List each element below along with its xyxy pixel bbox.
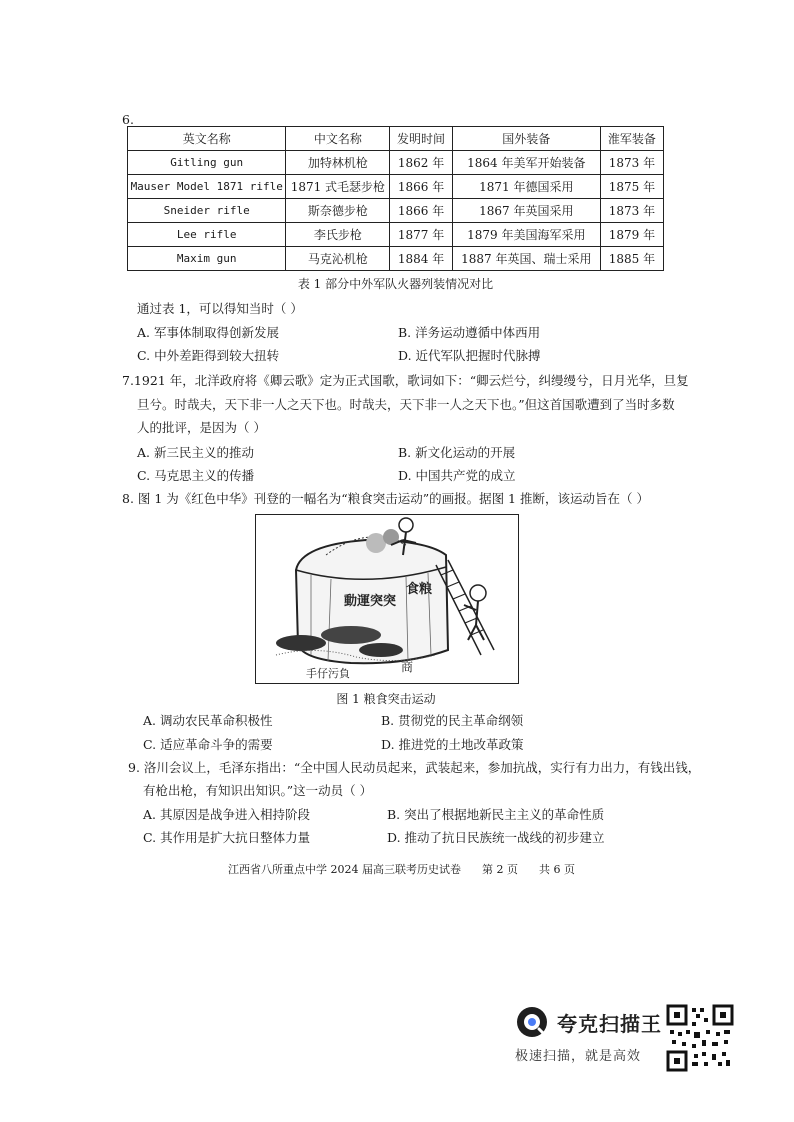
question-6-stem: 通过表 1，可以得知当时（ ） [137,301,303,316]
watermark-brand-row [515,1005,662,1039]
table-row [128,247,664,271]
q6-option-a: A. 军事体制取得创新发展 [137,325,279,340]
table-header: 中文名称 [286,127,390,151]
table-cell: 马克沁机枪 [286,247,390,271]
question-9-line-2: 有枪出枪，有知识出知识。”这一动员（ ） [143,783,373,798]
q6-option-d: D. 近代军队把握时代脉搏 [398,348,541,363]
sack-slogan-text: 動運突突 [344,594,397,609]
question-9-line-1: 9. 洛川会议上，毛泽东指出：“全中国人民动员起来，武装起来，参加抗战，实行有力出力，有钱出钱， [128,760,701,775]
table-cell: 1873 年 [600,151,663,175]
table-cell: 1864 年美军开始装备 [452,151,600,175]
table-cell: 1879 年美国海军采用 [452,223,600,247]
watermark-slogan: 极速扫描，就是高效 [515,1049,642,1064]
table-cell: 1871 式毛瑟步枪 [286,175,390,199]
q9-option-c: C. 其作用是扩大抗日整体力量 [143,830,311,845]
question-7-line-2: 旦兮。时哉夫，天下非一人之天下也。时哉夫，天下非一人之天下也。”但这首国歌遭到了当时多数 [137,397,675,412]
question-6-number: 6. [122,112,134,127]
q7-option-c: C. 马克思主义的传播 [137,468,255,483]
grain-campaign-illustration [256,515,518,683]
question-8-stem: 8. 图 1 为《红色中华》刊登的一幅名为“粮食突击运动”的画报。据图 1 推断，该运动旨在（ ） [122,491,649,506]
table-cell: 李氏步枪 [286,223,390,247]
table-cell: 1871 年德国采用 [452,175,600,199]
q9-option-a: A. 其原因是战争进入相持阶段 [143,807,310,822]
table-header: 发明时间 [390,127,452,151]
ground-left-text: 手仔污負 [306,667,350,680]
table-cell: Sneider rifle [128,199,286,223]
table-cell: 1887 年英国、瑞士采用 [452,247,600,271]
table-cell: 1866 年 [390,199,452,223]
table-cell: 1879 年 [600,223,663,247]
table-cell: Mauser Model 1871 rifle [128,175,286,199]
table-cell: 斯奈德步枪 [286,199,390,223]
q9-option-d: D. 推动了抗日民族统一战线的初步建立 [387,830,605,845]
table-cell: 1884 年 [390,247,452,271]
page-footer [228,861,575,877]
q8-option-a: A. 调动农民革命积极性 [143,713,273,728]
table-caption: 表 1 部分中外军队火器列装情况对比 [297,277,494,291]
table-header: 淮军装备 [600,127,663,151]
table-cell: 1866 年 [390,175,452,199]
table-cell: 加特林机枪 [286,151,390,175]
figure-caption: 图 1 粮食突击运动 [336,692,436,706]
table-row [128,151,664,175]
sack-label-text: 食粮 [406,582,433,597]
footer-total: 共 6 页 [539,863,575,876]
table-cell: 1867 年英国采用 [452,199,600,223]
table-cell: 1875 年 [600,175,663,199]
q8-option-d: D. 推进党的土地改革政策 [381,737,524,752]
table-cell: Lee rifle [128,223,286,247]
qr-code-icon [666,1004,734,1072]
q7-option-b: B. 新文化运动的开展 [398,445,516,460]
firearms-table [127,126,664,271]
table-header: 国外装备 [452,127,600,151]
table-cell: 1873 年 [600,199,663,223]
table-header: 英文名称 [128,127,286,151]
table-cell: 1862 年 [390,151,452,175]
q7-option-a: A. 新三民主义的推动 [137,445,254,460]
table-cell: 1877 年 [390,223,452,247]
q8-option-c: C. 适应革命斗争的需要 [143,737,273,752]
ground-right-text: 商 [401,660,414,674]
table-row [128,175,664,199]
q9-option-b: B. 突出了根据地新民主主义的革命性质 [387,807,605,822]
table-cell: Gitling gun [128,151,286,175]
q6-option-c: C. 中外差距得到较大扭转 [137,348,280,363]
figure-grain-campaign [255,514,519,684]
table-header-row [128,127,664,151]
table-row [128,199,664,223]
watermark-brand: 夸克扫描王 [557,1011,662,1036]
table-row [128,223,664,247]
q7-option-d: D. 中国共产党的成立 [398,468,516,483]
question-7-line-1: 7.1921 年，北洋政府将《卿云歌》定为正式国歌，歌词如下：“卿云烂兮，纠缦缦兮，日月光华，旦复 [122,373,689,388]
table-cell: 1885 年 [600,247,663,271]
quark-logo-icon [515,1005,549,1039]
footer-school: 江西省八所重点中学 2024 届高三联考历史试卷 [228,863,461,876]
scanner-watermark [515,1005,662,1064]
footer-page: 第 2 页 [482,863,518,876]
question-7-line-3: 人的批评，是因为（ ） [137,420,266,435]
table-cell: Maxim gun [128,247,286,271]
q8-option-b: B. 贯彻党的民主革命纲领 [381,713,524,728]
q6-option-b: B. 洋务运动遵循中体西用 [398,325,541,340]
